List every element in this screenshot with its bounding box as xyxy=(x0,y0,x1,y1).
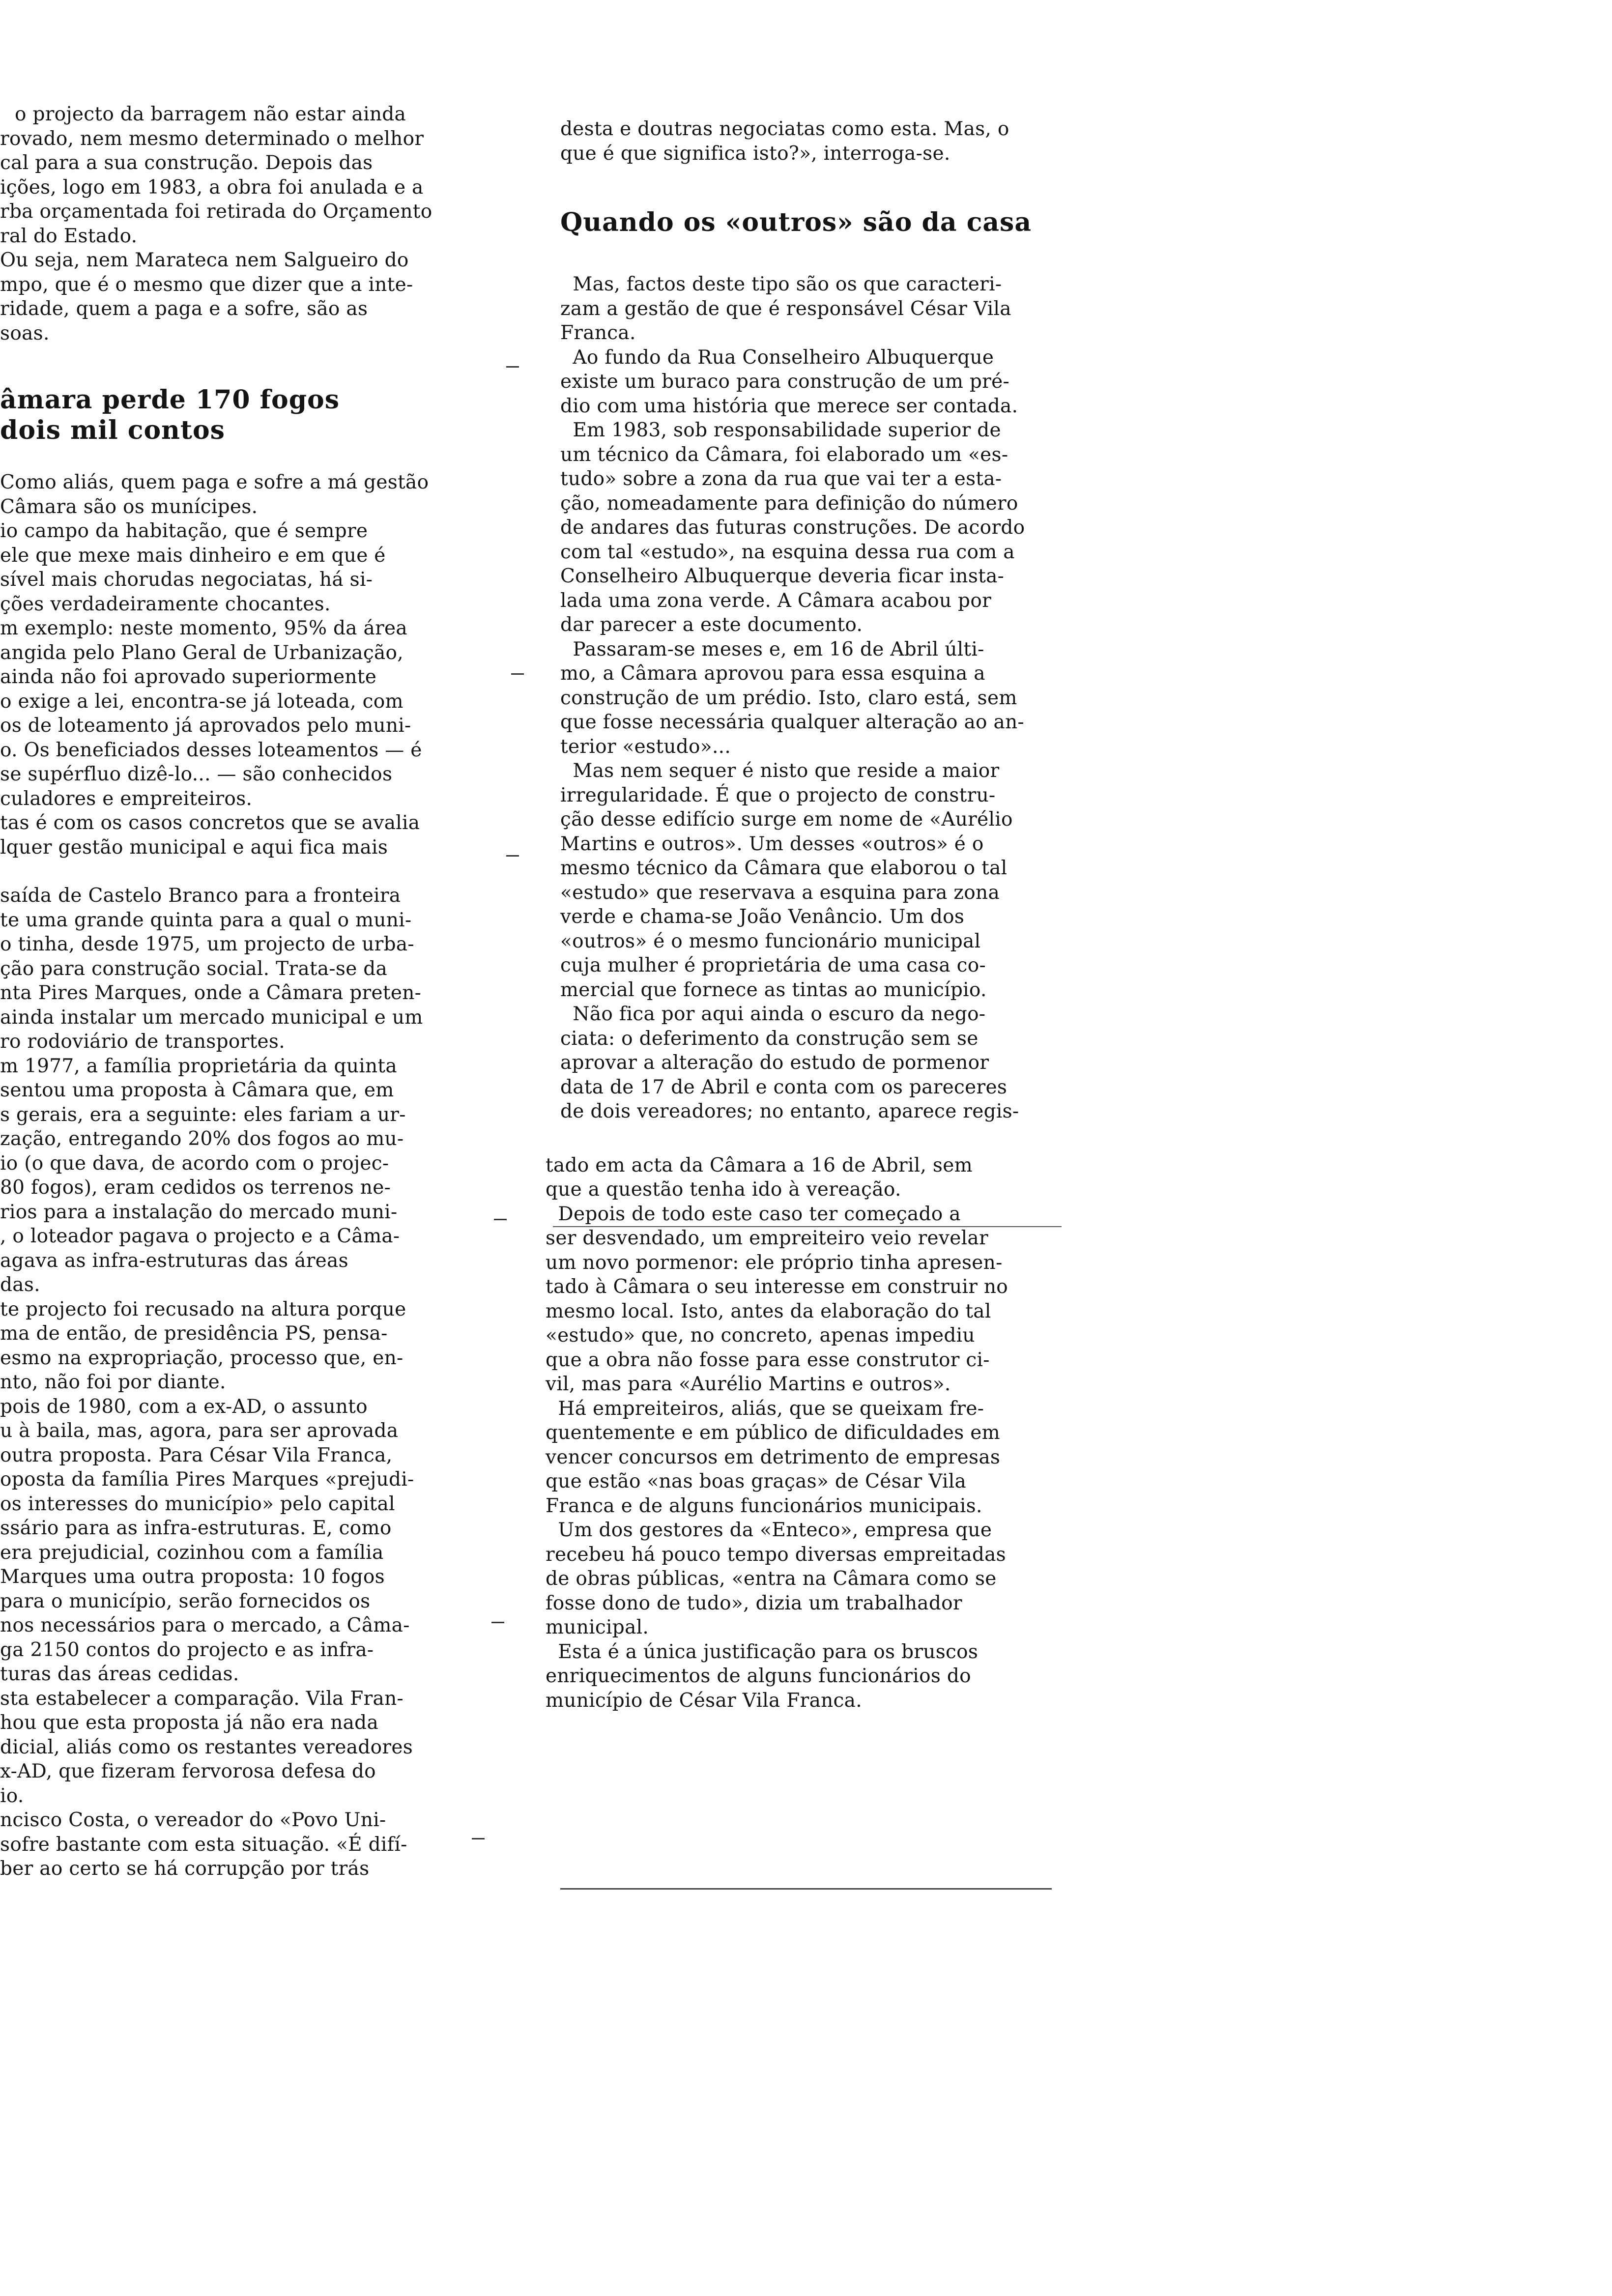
text-line: Em 1983, sob responsabilidade superior de xyxy=(560,419,1001,441)
text-line: 80 fogos), eram cedidos os terrenos ne- xyxy=(0,1177,391,1199)
text-line: ga 2150 contos do projecto e as infra- xyxy=(0,1638,374,1661)
text-line: Câmara são os munícipes. xyxy=(0,495,258,518)
text-line: que é que significa isto?», interroga-se. xyxy=(560,142,950,165)
text-line: ele que mexe mais dinheiro e em que é xyxy=(0,544,386,567)
paragraph xyxy=(0,1808,499,1881)
text-line: oposta da família Pires Marques «prejudi- xyxy=(0,1468,414,1491)
text-line: turas das áreas cedidas. xyxy=(0,1663,239,1685)
text-line: município de César Vila Franca. xyxy=(546,1689,862,1712)
text-line: angida pelo Plano Geral de Urbanização, xyxy=(0,641,404,664)
text-line: tado em acta da Câmara a 16 de Abril, sem xyxy=(546,1154,973,1177)
margin-mark xyxy=(472,1838,485,1839)
heading-line: dois mil contos xyxy=(0,415,225,445)
text-line: ições, logo em 1983, a obra foi anulada e a xyxy=(0,176,424,199)
text-line: hou que esta proposta já não era nada xyxy=(0,1712,378,1734)
text-line: mercial que fornece as tintas ao município. xyxy=(560,978,987,1001)
text-line: ncisco Costa, o vereador do «Povo Uni- xyxy=(0,1809,386,1831)
text-line: zação, entregando 20% dos fogos ao mu- xyxy=(0,1128,404,1150)
text-line: agava as infra-estruturas das áreas xyxy=(0,1249,348,1272)
text-line: cuja mulher é proprietária de uma casa co- xyxy=(560,954,986,976)
text-line: ções verdadeiramente chocantes. xyxy=(0,593,331,615)
text-line: zam a gestão de que é responsável César Vila xyxy=(560,297,1011,320)
text-line: aprovar a alteração do estudo de pormenor xyxy=(560,1052,989,1074)
text-line: de obras públicas, «entra na Câmara como se xyxy=(546,1568,997,1590)
text-line: o exige a lei, encontra-se já loteada, com xyxy=(0,690,403,713)
text-line: o. Os beneficiados desses loteamentos — é xyxy=(0,739,422,761)
text-line: os de loteamento já aprovados pelo muni- xyxy=(0,715,411,737)
text-line: Como aliás, quem paga e sofre a má gestão xyxy=(0,471,429,493)
text-line: Martins e outros». Um desses «outros» é o xyxy=(560,832,984,855)
paragraph xyxy=(0,1687,499,1808)
text-line: cal para a sua construção. Depois das xyxy=(0,152,373,174)
text-line: ciata: o deferimento da construção sem se xyxy=(560,1027,979,1050)
right-column xyxy=(546,117,1098,1713)
left-column xyxy=(0,102,499,1881)
text-line: rovado, nem mesmo determinado o melhor xyxy=(0,127,424,150)
text-line: mo, a Câmara aprovou para essa esquina a xyxy=(560,662,985,685)
text-line: com tal «estudo», na esquina dessa rua com a xyxy=(560,541,1015,563)
text-line: saída de Castelo Branco para a fronteira xyxy=(0,885,401,907)
text-line: lquer gestão municipal e aqui fica mais xyxy=(0,836,388,859)
text-line: soas. xyxy=(0,322,50,344)
text-line: ssário para as infra-estruturas. E, como xyxy=(0,1517,392,1539)
text-line: fosse dono de tudo», dizia um trabalhador xyxy=(546,1592,962,1614)
paragraph xyxy=(560,637,1098,759)
text-line: «estudo» que, no concreto, apenas impediu xyxy=(546,1324,975,1347)
paragraph xyxy=(0,1297,499,1395)
text-line: Conselheiro Albuquerque deveria ficar insta- xyxy=(560,565,1005,587)
text-line: te projecto foi recusado na altura porque xyxy=(0,1298,406,1320)
text-line: Esta é a única justificação para os bruscos xyxy=(546,1640,979,1663)
text-line: um novo pormenor: ele próprio tinha apresen- xyxy=(546,1251,1003,1274)
paragraph xyxy=(560,759,1098,1002)
text-line: ção, nomeadamente para definição do número xyxy=(560,492,1018,515)
text-line: s gerais, era a seguinte: eles fariam a ur- xyxy=(0,1103,406,1126)
text-line: desta e doutras negociatas como esta. Mas, o xyxy=(560,118,1009,140)
heading-line: Quando os «outros» são da casa xyxy=(560,207,1032,237)
text-line: das. xyxy=(0,1274,40,1296)
text-line: ção para construção social. Trata-se da xyxy=(0,957,388,980)
text-line: se supérfluo dizê-lo... — são conhecidos xyxy=(0,763,393,785)
text-line: outra proposta. Para César Vila Franca, xyxy=(0,1444,393,1466)
paragraph xyxy=(546,1153,1098,1202)
text-line: de andares das futuras construções. De acordo xyxy=(560,517,1025,539)
text-line: mpo, que é o mesmo que dizer que a inte- xyxy=(0,273,413,296)
text-line: Marques uma outra proposta: 10 fogos xyxy=(0,1566,385,1588)
text-line: recebeu há pouco tempo diversas empreitadas xyxy=(546,1543,1006,1566)
paragraph xyxy=(0,519,499,616)
margin-mark xyxy=(506,366,519,368)
text-line: que estão «nas boas graças» de César Vila xyxy=(546,1470,967,1492)
text-line: Um dos gestores da «Enteco», empresa que xyxy=(546,1519,992,1541)
text-line: Franca. xyxy=(560,322,636,344)
paragraph xyxy=(0,884,499,1054)
text-line: sofre bastante com esta situação. «É difí- xyxy=(0,1833,407,1856)
text-line: tudo» sobre a zona da rua que vai ter a esta- xyxy=(560,468,1002,490)
text-line: culadores e empreiteiros. xyxy=(0,787,253,810)
paragraph xyxy=(546,1397,1098,1519)
text-line: ber ao certo se há corrupção por trás xyxy=(0,1858,370,1880)
paragraph xyxy=(546,1518,1098,1640)
text-line: rba orçamentada foi retirada do Orçamento xyxy=(0,201,432,223)
text-line: io (o que dava, de acordo com o projec- xyxy=(0,1152,389,1175)
text-line: nta Pires Marques, onde a Câmara preten- xyxy=(0,982,422,1004)
text-line: Há empreiteiros, aliás, que se queixam fre- xyxy=(546,1397,984,1420)
text-line: ro rodoviário de transportes. xyxy=(0,1031,285,1053)
text-line: Ao fundo da Rua Conselheiro Albuquerque xyxy=(560,346,994,369)
text-line: ral do Estado. xyxy=(0,225,138,247)
text-line: existe um buraco para construção de um pré- xyxy=(560,371,1009,393)
margin-mark xyxy=(506,855,519,857)
text-line: x-AD, que fizeram fervorosa defesa do xyxy=(0,1760,376,1782)
text-line: lada uma zona verde. A Câmara acabou por xyxy=(560,589,992,612)
text-line: Depois de todo este caso ter começado a xyxy=(546,1203,961,1225)
text-line: ser desvendado, um empreiteiro veio revelar xyxy=(546,1227,988,1249)
section-heading xyxy=(0,385,499,446)
text-line: municipal. xyxy=(546,1616,649,1638)
text-line: Não fica por aqui ainda o escuro da nego- xyxy=(560,1003,986,1025)
section-divider xyxy=(553,1226,1062,1227)
text-line: quentemente e em público de dificuldades em xyxy=(546,1422,1000,1444)
text-line: rios para a instalação do mercado muni- xyxy=(0,1201,398,1223)
margin-mark xyxy=(494,1219,507,1220)
paragraph xyxy=(560,418,1098,637)
text-line: ridade, quem a paga e a sofre, são as xyxy=(0,298,368,320)
text-line: «outros» é o mesmo funcionário municipal xyxy=(560,930,981,952)
section-heading xyxy=(560,207,1098,238)
text-line: que a questão tenha ido à vereação. xyxy=(546,1178,901,1201)
text-line: sível mais chorudas negociatas, há si- xyxy=(0,569,373,591)
text-line: nos necessários para o mercado, a Câma- xyxy=(0,1614,410,1636)
text-line: terior «estudo»... xyxy=(560,735,731,758)
paragraph xyxy=(546,1202,1098,1397)
text-line: era prejudicial, cozinhou com a família xyxy=(0,1541,384,1564)
paragraph xyxy=(0,248,499,345)
text-line: te uma grande quinta para a qual o muni- xyxy=(0,909,412,931)
paragraph xyxy=(560,272,1098,345)
text-line: io. xyxy=(0,1784,24,1807)
text-line: dar parecer a este documento. xyxy=(560,614,863,636)
end-rule xyxy=(560,1888,1052,1890)
margin-mark xyxy=(511,673,524,675)
text-line: verde e chama-se João Venâncio. Um dos xyxy=(560,906,965,928)
paragraph xyxy=(546,1640,1098,1713)
text-line: o tinha, desde 1975, um projecto de urba- xyxy=(0,933,414,955)
paragraph xyxy=(560,345,1098,419)
text-line: dio com uma história que merece ser contada. xyxy=(560,395,1018,417)
text-line: irregularidade. É que o projecto de constru- xyxy=(560,784,996,806)
paragraph xyxy=(0,616,499,860)
text-line: esmo na expropriação, processo que, en- xyxy=(0,1347,403,1369)
text-line: Franca e de alguns funcionários municipais. xyxy=(546,1494,982,1517)
text-line: u à baila, mas, agora, para ser aprovada xyxy=(0,1420,399,1442)
text-line: um técnico da Câmara, foi elaborado um «es- xyxy=(560,443,1008,466)
text-line: nto, não foi por diante. xyxy=(0,1371,226,1393)
text-line: ma de então, de presidência PS, pensa- xyxy=(0,1322,388,1345)
text-line: sta estabelecer a comparação. Vila Fran- xyxy=(0,1687,403,1710)
paragraph xyxy=(0,1054,499,1297)
heading-line: âmara perde 170 fogos xyxy=(0,385,340,415)
text-line: que fosse necessária qualquer alteração ao an- xyxy=(560,711,1024,733)
text-line: tado à Câmara o seu interesse em construir no xyxy=(546,1276,1008,1298)
paragraph xyxy=(560,117,1098,166)
text-line: pois de 1980, com a ex-AD, o assunto xyxy=(0,1395,368,1418)
text-line: tas é com os casos concretos que se avalia xyxy=(0,812,420,834)
text-line: ainda instalar um mercado municipal e um xyxy=(0,1006,423,1029)
text-line: m 1977, a família proprietária da quinta xyxy=(0,1055,397,1077)
text-line: io campo da habitação, que é sempre xyxy=(0,520,368,542)
paragraph xyxy=(0,1395,499,1687)
text-line: sentou uma proposta à Câmara que, em xyxy=(0,1079,394,1101)
text-line: «estudo» que reservava a esquina para zona xyxy=(560,881,1000,904)
text-line: Passaram-se meses e, em 16 de Abril últi- xyxy=(560,638,984,660)
text-line: Mas nem sequer é nisto que reside a maior xyxy=(560,760,1000,782)
text-line: para o município, serão fornecidos os xyxy=(0,1590,371,1612)
text-line: construção de um prédio. Isto, claro está, sem xyxy=(560,687,1017,709)
paragraph xyxy=(0,102,499,248)
text-line: o projecto da barragem não estar ainda xyxy=(15,103,406,125)
text-line: , o loteador pagava o projecto e a Câma- xyxy=(0,1225,400,1247)
text-line: m exemplo: neste momento, 95% da área xyxy=(0,617,407,639)
text-line: Mas, factos deste tipo são os que caracteri- xyxy=(560,273,1002,295)
text-line: vencer concursos em detrimento de empresas xyxy=(546,1446,1001,1468)
margin-mark xyxy=(491,1622,504,1623)
text-line: que a obra não fosse para esse construtor ci- xyxy=(546,1349,990,1371)
text-line: de dois vereadores; no entanto, aparece regis- xyxy=(560,1100,1019,1122)
text-line: ção desse edifício surge em nome de «Aurélio xyxy=(560,808,1013,831)
text-line: mesmo local. Isto, antes da elaboração do tal xyxy=(546,1300,991,1322)
text-line: mesmo técnico da Câmara que elaborou o tal xyxy=(560,857,1008,879)
text-line: enriquecimentos de alguns funcionários do xyxy=(546,1665,971,1687)
paragraph xyxy=(0,470,499,519)
text-line: Ou seja, nem Marateca nem Salgueiro do xyxy=(0,249,409,271)
paragraph xyxy=(560,1002,1098,1124)
text-line: data de 17 de Abril e conta com os pareceres xyxy=(560,1076,1008,1098)
text-line: dicial, aliás como os restantes vereadores xyxy=(0,1736,413,1758)
text-line: ainda não foi aprovado superiormente xyxy=(0,666,377,688)
text-line: os interesses do município» pelo capital xyxy=(0,1492,395,1515)
text-line: vil, mas para «Aurélio Martins e outros». xyxy=(546,1373,951,1395)
